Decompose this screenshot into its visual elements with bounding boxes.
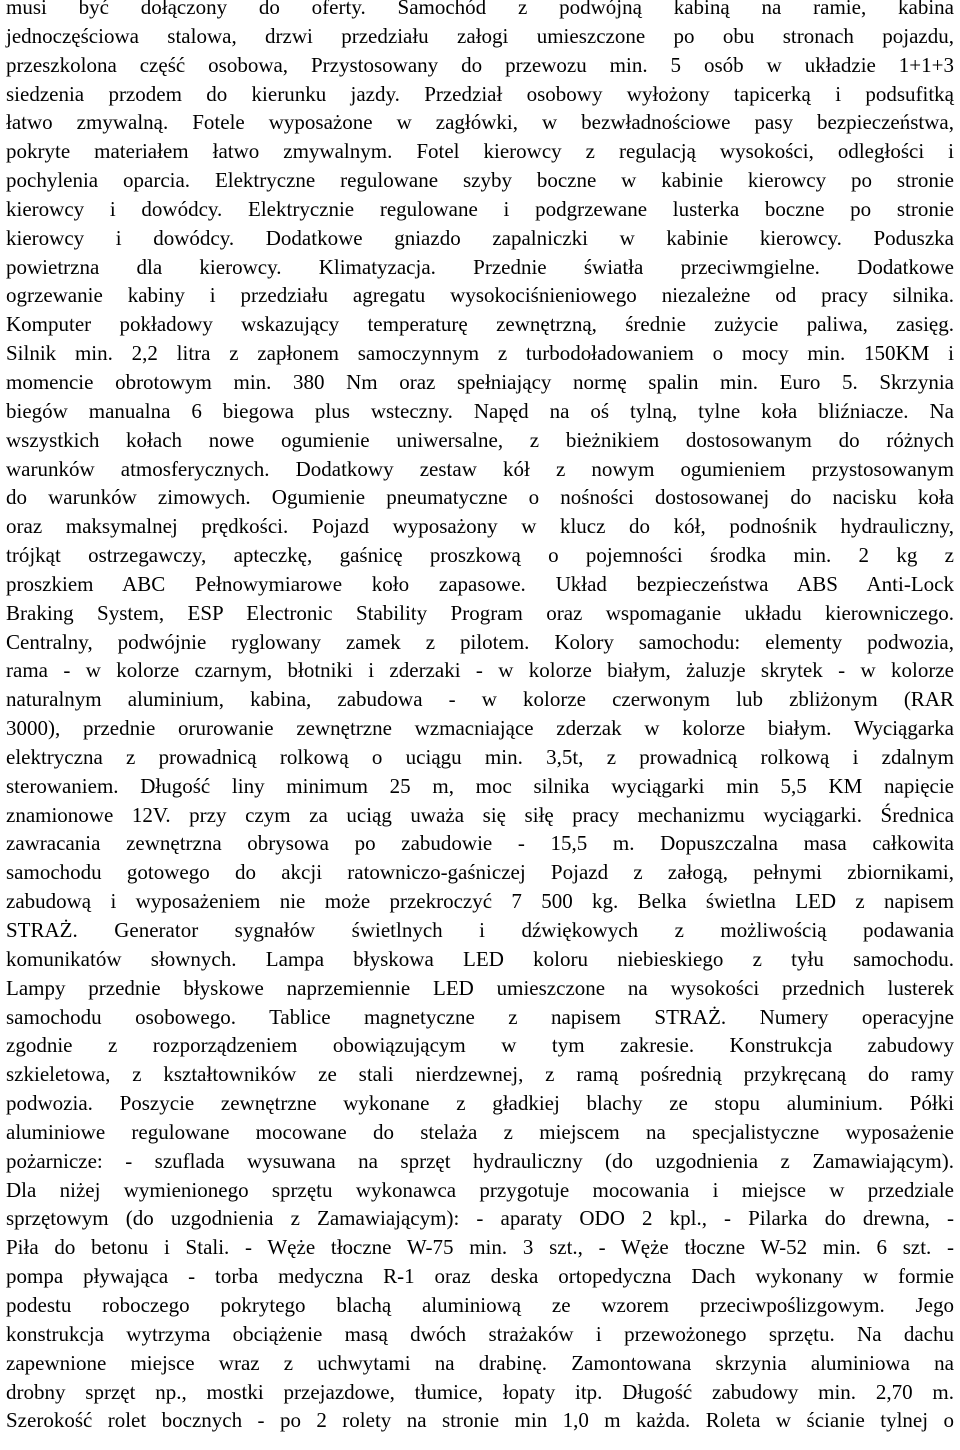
text-line: naturalnym aluminium, kabina, zabudowa - w kolorze czerwonym lub zbliżonym (RAR: [6, 687, 954, 712]
text-line: aluminiowe regulowane mocowane do stelaża z miejscem na specjalistyczne wyposażenie: [6, 1119, 954, 1144]
text-line: pokryte materiałem łatwo zmywalnym. Fotel kierowcy z regulacją wysokości, odległości i: [6, 139, 954, 164]
text-line: oraz maksymalnej prędkości. Pojazd wyposażony w klucz do kół, podnośnik hydrauliczny,: [6, 514, 954, 539]
text-line: łatwo zmywalną. Fotele wyposażone w zagłówki, w bezwładnościowe pasy bezpieczeństwa,: [6, 110, 954, 135]
text-line: Piła do betonu i Stali. - Węże tłoczne W-75 min. 3 szt., - Węże tłoczne W-52 min. 6 szt. -: [6, 1235, 954, 1260]
text-line: podwozia. Poszycie zewnętrzne wykonane z gładkiej blachy ze stopu aluminium. Półki: [6, 1091, 954, 1116]
text-line: proszkiem ABC Pełnowymiarowe koło zapasowe. Układ bezpieczeństwa ABS Anti-Lock: [6, 571, 954, 596]
text-line: Braking System, ESP Electronic Stability Program oraz wspomaganie układu kierowniczego.: [6, 600, 954, 625]
text-line: Silnik min. 2,2 litra z zapłonem samoczynnym z turbodoładowaniem o mocy min. 150KM i: [6, 341, 954, 366]
text-line: drobny sprzęt np., mostki przejazdowe, tłumice, łopaty itp. Długość zabudowy min. 2,70 m.: [6, 1379, 954, 1404]
text-line: zgodnie z rozporządzeniem obowiązującym w tym zakresie. Konstrukcja zabudowy: [6, 1033, 954, 1058]
text-line: warunków atmosferycznych. Dodatkowy zestaw kół z nowym ogumieniem przystosowanym: [6, 456, 954, 481]
text-line: powietrzna dla kierowcy. Klimatyzacja. Przednie światła przeciwmgielne. Dodatkowe: [6, 254, 954, 279]
text-line: biegów manualna 6 biegowa plus wsteczny. Napęd na oś tylną, tylne koła bliźniacze. Na: [6, 398, 954, 423]
text-line: konstrukcja wytrzyma obciążenie masą dwóch strażaków i przewożonego sprzętu. Na dachu: [6, 1321, 954, 1346]
text-line: pompa pływająca - torba medyczna R-1 oraz deska ortopedyczna Dach wykonany w formie: [6, 1264, 954, 1289]
text-line: STRAŻ. Generator sygnałów świetlnych i dźwiękowych z możliwością podawania: [6, 918, 954, 942]
text-line: trójkąt ostrzegawczy, apteczkę, gaśnicę proszkową o pojemności środka min. 2 kg z: [6, 543, 954, 568]
text-line: znamionowe 12V. przy czym za uciąg uważa się siłę pracy mechanizmu wyciągarki. Średnica: [6, 802, 954, 827]
text-line: Komputer pokładowy wskazujący temperaturę zewnętrzną, średnie zużycie paliwa, zasięg.: [6, 312, 954, 337]
text-line: rama - w kolorze czarnym, błotniki i zderzaki - w kolorze białym, żaluzje skrytek - w kolorze: [6, 658, 954, 683]
text-line: Szerokość rolet bocznych - po 2 rolety na stronie min 1,0 m każda. Roleta w ścianie tylnej o: [6, 1408, 954, 1433]
text-line: musi być dołączony do oferty. Samochód z podwójną kabiną na ramie, kabina: [6, 0, 954, 19]
text-line: Dla niżej wymienionego sprzętu wykonawca przygotuje mocowania i miejsce w przedziale: [6, 1177, 954, 1202]
text-line: zabudową i wyposażeniem nie może przekroczyć 7 500 kg. Belka świetlna LED z napisem: [6, 889, 954, 914]
text-line: pożarnicze: - szuflada wysuwana na sprzęt hydrauliczny (do uzgodnienia z Zamawiającym).: [6, 1148, 954, 1173]
text-line: wszystkich kołach nowe ogumienie uniwersalne, z bieżnikiem dostosowanym do różnych: [6, 427, 954, 452]
text-line: Lampy przednie błyskowe naprzemiennie LED umieszczone na wysokości przednich lusterek: [6, 975, 954, 1000]
text-line: komunikatów słownych. Lampa błyskowa LED koloru niebieskiego z tyłu samochodu.: [6, 946, 954, 971]
text-line: Centralny, podwójnie ryglowany zamek z pilotem. Kolory samochodu: elementy podwozia,: [6, 629, 954, 654]
text-line: do warunków zimowych. Ogumienie pneumatyczne o nośności dostosowanej do nacisku koła: [6, 485, 954, 510]
text-line: kierowcy i dowódcy. Dodatkowe gniazdo zapalniczki w kabinie kierowcy. Poduszka: [6, 225, 954, 250]
text-line: 3000), przednie orurowanie zewnętrzne wzmacniające zderzak w kolorze białym. Wyciągarka: [6, 716, 954, 741]
text-line: zapewnione miejsce wraz z uchwytami na drabinę. Zamontowana skrzynia aluminiowa na: [6, 1350, 954, 1375]
text-line: siedzenia przodem do kierunku jazdy. Przedział osobowy wyłożony tapicerką i podsufitką: [6, 81, 954, 106]
text-line: samochodu osobowego. Tablice magnetyczne z napisem STRAŻ. Numery operacyjne: [6, 1004, 954, 1029]
text-line: jednoczęściowa stalowa, drzwi przedziału załogi umieszczone po obu stronach pojazdu,: [6, 23, 954, 48]
text-line: przeszkolona część osobowa, Przystosowany do przewozu min. 5 osób w układzie 1+1+3: [6, 52, 954, 77]
text-line: sprzętowym (do uzgodnienia z Zamawiającym): - aparaty ODO 2 kpl., - Pilarka do drewna, -: [6, 1206, 954, 1231]
text-line: elektryczna z prowadnicą rolkową o uciągu min. 3,5t, z prowadnicą rolkową i zdalnym: [6, 744, 954, 769]
text-line: momencie obrotowym min. 380 Nm oraz spełniający normę spalin min. Euro 5. Skrzynia: [6, 369, 954, 394]
text-line: szkieletowa, z kształtowników ze stali nierdzewnej, z ramą pośrednią przykręcaną do ramy: [6, 1062, 954, 1087]
text-line: kierowcy i dowódcy. Elektrycznie regulowane i podgrzewane lusterka boczne po stronie: [6, 196, 954, 221]
text-line: sterowaniem. Długość liny minimum 25 m, moc silnika wyciągarki min 5,5 KM napięcie: [6, 773, 954, 798]
text-line: zawracania zewnętrzna obrysowa po zabudowie - 15,5 m. Dopuszczalna masa całkowita: [6, 831, 954, 856]
text-line: ogrzewanie kabiny i przedziału agregatu wysokociśnieniowego niezależne od pracy silnika.: [6, 283, 954, 308]
text-line: podestu roboczego pokrytego blachą aluminiową ze wzorem przeciwpoślizgowym. Jego: [6, 1292, 954, 1317]
text-line: samochodu gotowego do akcji ratowniczo-gaśniczej Pojazd z załogą, pełnymi zbiornikami,: [6, 860, 954, 885]
document-body-text: [6, 0, 954, 1435]
text-line: pochylenia oparcia. Elektryczne regulowane szyby boczne w kabinie kierowcy po stronie: [6, 168, 954, 193]
